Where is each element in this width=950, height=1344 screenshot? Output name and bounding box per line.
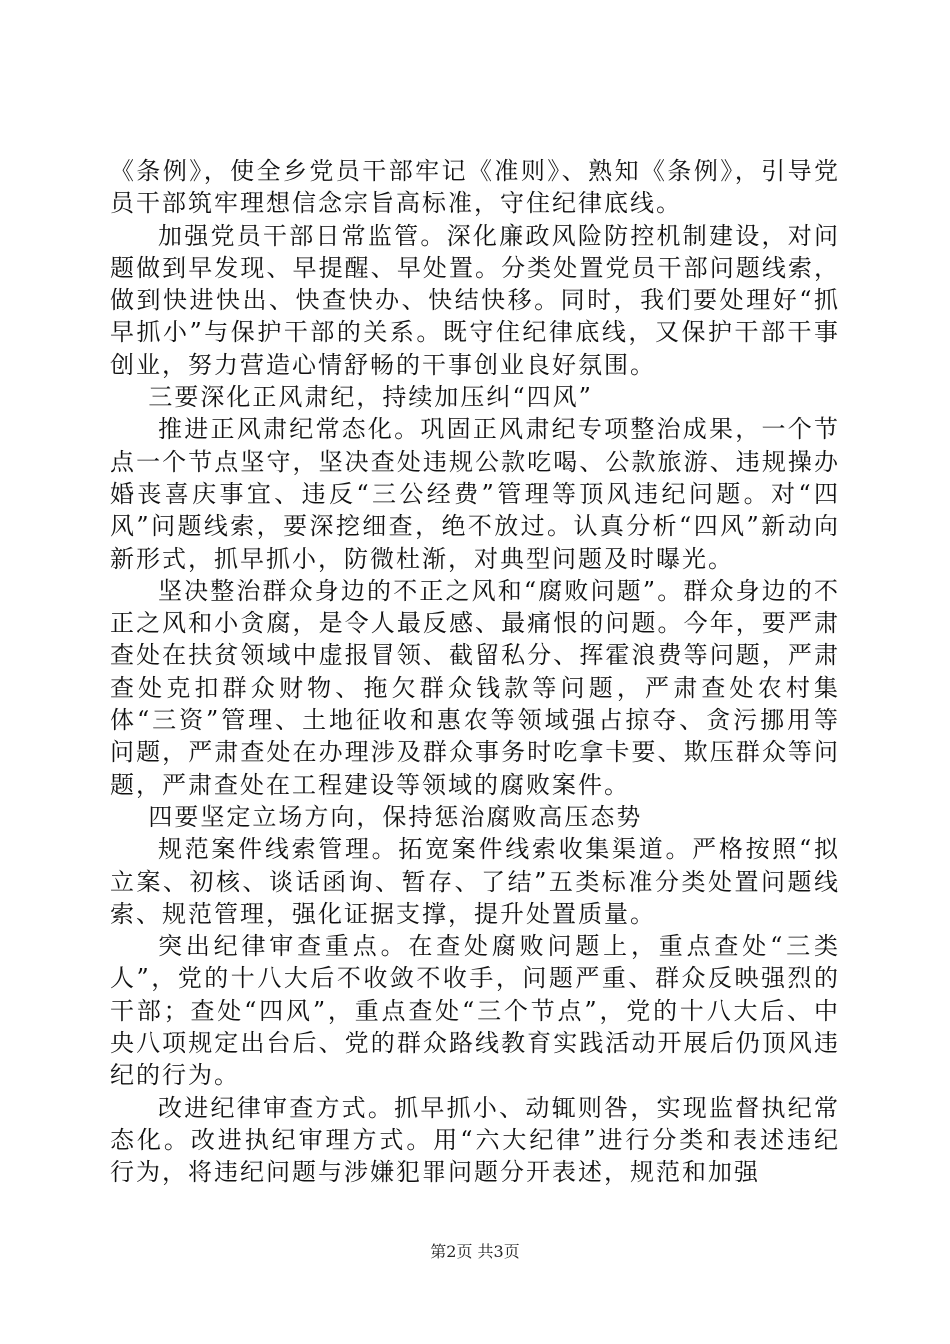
paragraph-case-clues: 规范案件线索管理。拓宽案件线索收集渠道。严格按照“拟立案、初核、谈话函询、暂存、了结”五类标准分类处置问题线索、规范管理，强化证据支撑，提升处置质量。 [110,835,840,928]
document-body [110,155,840,1189]
paragraph-daily-supervision: 加强党员干部日常监管。深化廉政风险防控机制建设，对问题做到早发现、早提醒、早处置。分类处置党员干部问题线索，做到快进快出、快查快办、快结快移。同时，我们要处理好“抓早抓小”与保护干部的关系。既守住纪律底线，又保护干部干事创业，努力营造心情舒畅的干事创业良好氛围。 [110,221,840,379]
page-number-footer: 第2页 共3页 [430,1242,520,1261]
paragraph-normalize-discipline: 推进正风肃纪常态化。巩固正风肃纪专项整治成果，一个节点一个节点坚守，坚决查处违规公款吃喝、公款旅游、违规操办婚丧喜庆事宜、违反“三公经费”管理等顶风违纪问题。对“四风”问题线索，要深挖细查，绝不放过。认真分析“四风”新动向新形式，抓早抓小，防微杜渐，对典型问题及时曝光。 [110,415,840,573]
paragraph-review-focus: 突出纪律审查重点。在查处腐败问题上，重点查处“三类人”，党的十八大后不收敛不收手，问题严重、群众反映强烈的干部；查处“四风”，重点查处“三个节点”，党的十八大后、中央八项规定出台后、党的群众路线教育实践活动开展后仍顶风违纪的行为。 [110,932,840,1090]
paragraph-continuation: 《条例》，使全乡党员干部牢记《准则》、熟知《条例》，引导党员干部筑牢理想信念宗旨高标准，守住纪律底线。 [110,157,840,218]
paragraph-review-methods: 改进纪律审查方式。抓早抓小、动辄则咎，实现监督执纪常态化。改进执纪审理方式。用“六大纪律”进行分类和表述违纪行为，将违纪问题与涉嫌犯罪问题分开表述，规范和加强 [110,1093,840,1187]
paragraph-grassroots-corruption: 坚决整治群众身边的不正之风和“腐败问题”。群众身边的不正之风和小贪腐，是令人最反感、最痛恨的问题。今年，要严肃查处在扶贫领域中虚报冒领、截留私分、挥霍浪费等问题，严肃查处克扣群众财物、拖欠群众钱款等问题，严肃查处农村集体“三资”管理、土地征收和惠农等领域强占掠夺、贪污挪用等问题，严肃查处在办理涉及群众事务时吃拿卡要、欺压群众等问题，严肃查处在工程建设等领域的腐败案件。 [110,576,840,799]
section-heading-four: 四要坚定立场方向，保持惩治腐败高压态势 [148,802,643,831]
section-heading-three: 三要深化正风肃纪，持续加压纠“四风” [148,383,593,412]
